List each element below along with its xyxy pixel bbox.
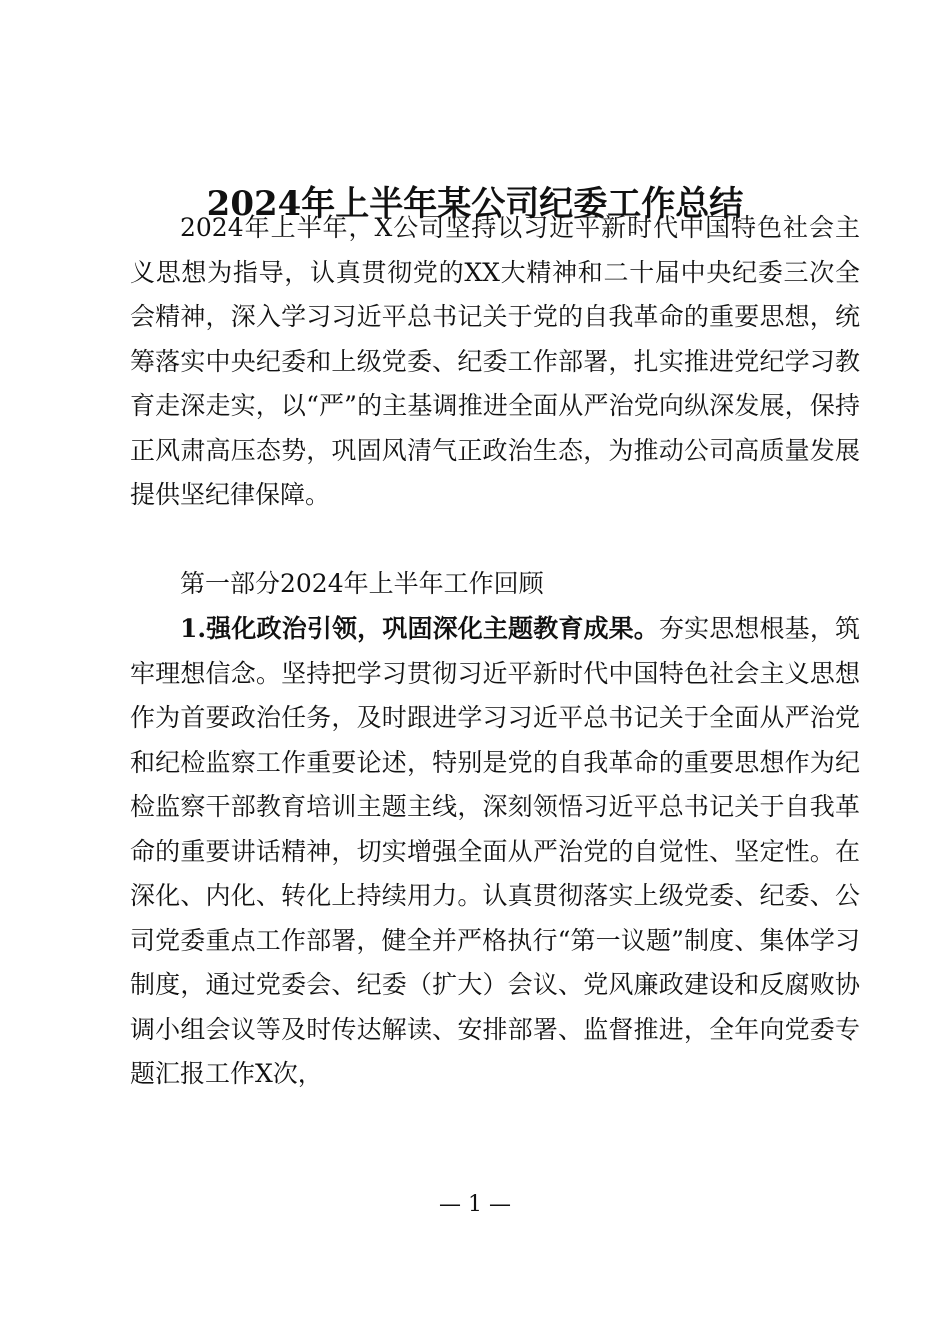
page-number: — 1 — bbox=[439, 1192, 511, 1217]
section-heading: 第一部分2024年上半年工作回顾 bbox=[180, 569, 544, 598]
item-1-paragraph bbox=[130, 607, 860, 1097]
document-title: 2024年上半年某公司纪委工作总结 bbox=[206, 184, 744, 224]
intro-paragraph: 2024年上半年，X公司坚持以习近平新时代中国特色社会主义思想为指导，认真贯彻党的XX大精神和二十届中央纪委三次全会精神，深入学习习近平总书记关于党的自我革命的重要思想，统筹落实中央纪委和上级党委、纪委工作部署，扎实推进党纪学习教育走深走实，以“严”的主基调推进全面从严治党向纵深发展，保持正风肃高压态势，巩固风清气正政治生态，为推动公司高质量发展提供坚纪律保障。 bbox=[130, 213, 860, 509]
item-1-text: 夯实思想根基，筑牢理想信念。坚持把学习贯彻习近平新时代中国特色社会主义思想作为首要政治任务，及时跟进学习习近平总书记关于全面从严治党和纪检监察工作重要论述，特别是党的自我革命的重要思想作为纪检监察干部教育培训主题主线，深刻领悟习近平总书记关于自我革命的重要讲话精神，切实增强全面从严治党的自觉性、坚定性。在深化、内化、转化上持续用力。认真贯彻落实上级党委、纪委、公司党委重点工作部署，健全并严格执行“第一议题”制度、集体学习制度，通过党委会、纪委（扩大）会议、党风廉政建设和反腐败协调小组会议等及时传达解读、安排部署、监督推进，全年向党委专题汇报工作X次， bbox=[130, 614, 860, 1088]
item-1-lead: 1.强化政治引领，巩固深化主题教育成果。 bbox=[180, 614, 659, 643]
